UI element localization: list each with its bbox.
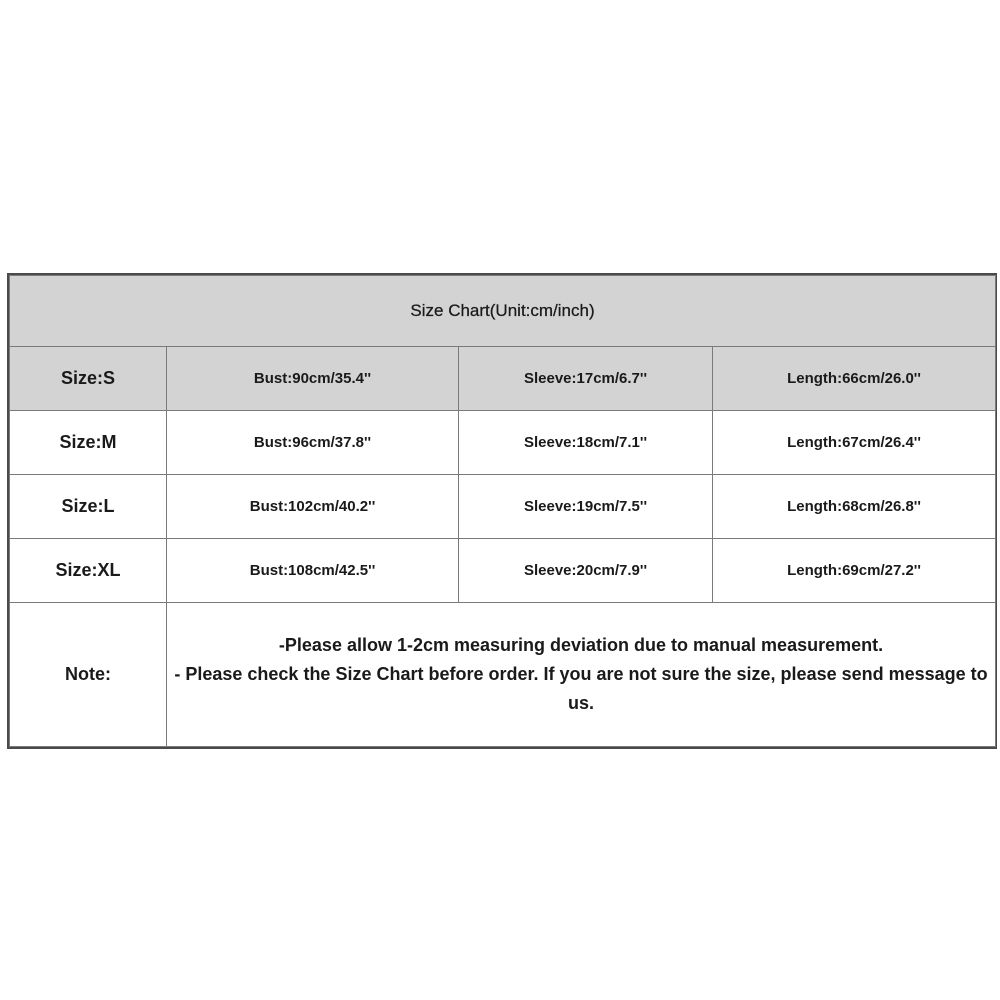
table-row (10, 539, 996, 603)
bust-cell: Bust:102cm/40.2'' (167, 475, 459, 539)
size-chart-table (9, 275, 996, 747)
sleeve-cell: Sleeve:17cm/6.7'' (459, 347, 713, 411)
title-row (10, 276, 996, 347)
bust-cell: Bust:96cm/37.8'' (167, 411, 459, 475)
size-cell: Size:XL (10, 539, 167, 603)
table-row (10, 347, 996, 411)
table-row (10, 475, 996, 539)
size-chart (7, 273, 997, 749)
table-row (10, 411, 996, 475)
size-cell: Size:S (10, 347, 167, 411)
sleeve-cell: Sleeve:19cm/7.5'' (459, 475, 713, 539)
note-row (10, 603, 996, 747)
length-cell: Length:68cm/26.8'' (713, 475, 996, 539)
chart-title: Size Chart(Unit:cm/inch) (10, 276, 996, 347)
size-cell: Size:M (10, 411, 167, 475)
bust-cell: Bust:108cm/42.5'' (167, 539, 459, 603)
sleeve-cell: Sleeve:20cm/7.9'' (459, 539, 713, 603)
length-cell: Length:66cm/26.0'' (713, 347, 996, 411)
bust-cell: Bust:90cm/35.4'' (167, 347, 459, 411)
length-cell: Length:69cm/27.2'' (713, 539, 996, 603)
note-content (167, 603, 996, 747)
size-cell: Size:L (10, 475, 167, 539)
note-line-1: -Please allow 1-2cm measuring deviation due to manual measurement. (278, 635, 884, 655)
sleeve-cell: Sleeve:18cm/7.1'' (459, 411, 713, 475)
note-line-2: - Please check the Size Chart before order. If you are not sure the size, please send message to us. (174, 664, 988, 713)
length-cell: Length:67cm/26.4'' (713, 411, 996, 475)
note-label: Note: (10, 603, 167, 747)
